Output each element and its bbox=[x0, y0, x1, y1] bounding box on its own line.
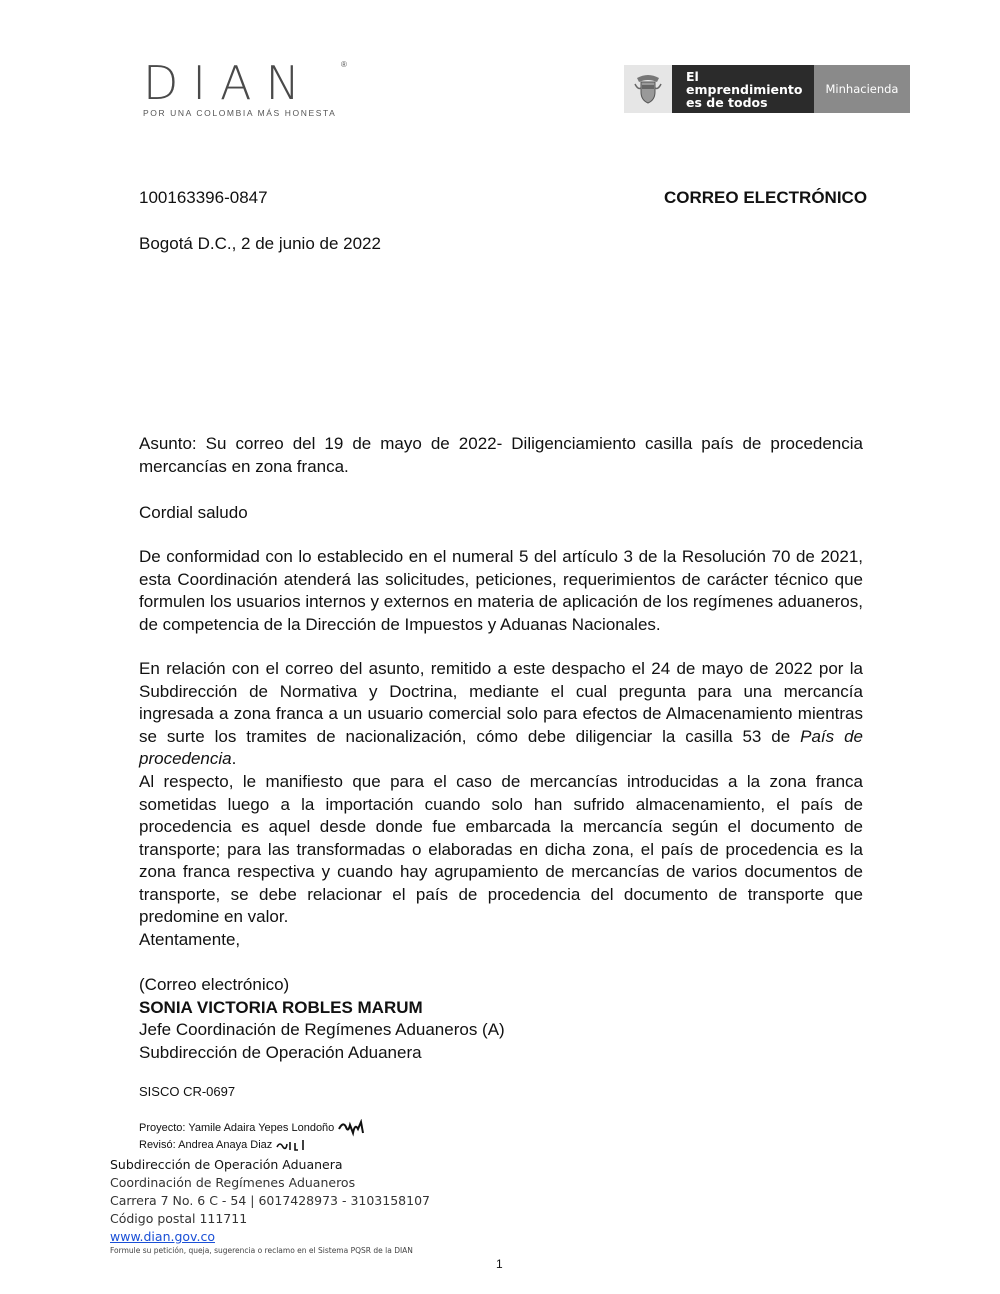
dian-logo bbox=[143, 56, 353, 118]
signer-name: SONIA VICTORIA ROBLES MARUM bbox=[139, 997, 423, 1017]
internal-credits bbox=[139, 1119, 367, 1153]
date-line: Bogotá D.C., 2 de junio de 2022 bbox=[139, 234, 381, 253]
registered-mark: ® bbox=[341, 60, 347, 69]
dian-logo-text: DIAN bbox=[143, 56, 314, 110]
ministry-label: Minhacienda bbox=[814, 65, 910, 113]
signature-block bbox=[139, 974, 505, 1064]
subject-line: Asunto: Su correo del 19 de mayo de 2022- Diligenciamiento casilla país de procedencia mercancías en zona franca. bbox=[139, 434, 863, 476]
delivery-mode: CORREO ELECTRÓNICO bbox=[664, 188, 868, 207]
signature-method: (Correo electrónico) bbox=[139, 975, 290, 994]
closing: Atentamente, bbox=[139, 930, 241, 949]
signer-office: Subdirección de Operación Aduanera bbox=[139, 1042, 422, 1062]
coat-of-arms-icon bbox=[624, 65, 672, 113]
paragraph-2-text: En relación con el correo del asunto, remitido a este despacho el 24 de mayo de 2022 por la Subdirección de Normativa y Doctrina, mediante el cual pregunta para una mercancía ingresada a zona franca a un usuario comercial solo para efectos de Almacenamiento mientras se surte los tramites de nacionalización, cómo debe diligenciar la casilla 53 de bbox=[139, 659, 863, 746]
review-credit: Revisó: Andrea Anaya Diaz bbox=[139, 1139, 273, 1151]
page-number: 1 bbox=[496, 1257, 503, 1271]
paragraph-2-end: . bbox=[231, 749, 237, 768]
government-banner bbox=[624, 65, 910, 113]
sisco-code: SISCO CR-0697 bbox=[139, 1084, 236, 1099]
reference-number: 100163396-0847 bbox=[139, 188, 268, 207]
initials-scribble-icon bbox=[337, 1119, 367, 1137]
project-credit: Proyecto: Yamile Adaira Yepes Londoño bbox=[139, 1121, 335, 1134]
paragraph-2-italic: País de procedencia bbox=[139, 726, 863, 768]
footer-coordination: Coordinación de Regímenes Aduaneros bbox=[110, 1175, 356, 1190]
gov-slogan-line2: es de todos bbox=[686, 94, 768, 110]
footer-postal: Código postal 111711 bbox=[110, 1211, 248, 1226]
gov-slogan bbox=[672, 65, 814, 113]
paragraph-1: De conformidad con lo establecido en el numeral 5 del artículo 3 de la Resolución 70 de 2021, esta Coordinación atenderá las solicitudes, peticiones, requerimientos de carácter técnico que formulen los usuarios internos y externos en materia de aplicación de los regímenes aduaneros, de competencia de la Dirección de Impuestos y Aduanas Nacionales. bbox=[139, 547, 863, 634]
dian-tagline: POR UNA COLOMBIA MÁS HONESTA bbox=[143, 108, 337, 118]
signer-title: Jefe Coordinación de Regímenes Aduaneros (A) bbox=[139, 1020, 505, 1039]
footer-address: Carrera 7 No. 6 C - 54 | 6017428973 - 3103158107 bbox=[110, 1193, 430, 1208]
footer bbox=[110, 1156, 430, 1256]
initials-scribble-icon bbox=[275, 1138, 311, 1152]
paragraph-2 bbox=[139, 658, 863, 771]
greeting: Cordial saludo bbox=[139, 503, 248, 522]
paragraph-3: Al respecto, le manifiesto que para el caso de mercancías introducidas a la zona franca sometidas luego a la importación cuando solo han sufrido almacenamiento, el país de procedencia es aquel desde donde fue embarcada la mercancía según el documento de transporte; para las transformadas o elaboradas en dicha zona, el país de procedencia es la zona franca respectiva y cuando hay agrupamiento de mercancías de varios documentos de transporte, se debe relacionar el país de procedencia del documento de transporte que predomine en valor. bbox=[139, 772, 863, 926]
footer-note: Formule su petición, queja, sugerencia o reclamo en el Sistema PQSR de la DIAN bbox=[110, 1246, 413, 1255]
footer-office: Subdirección de Operación Aduanera bbox=[110, 1157, 343, 1172]
gov-slogan-line1: El emprendimiento bbox=[686, 68, 803, 97]
website-link[interactable]: www.dian.gov.co bbox=[110, 1229, 215, 1244]
